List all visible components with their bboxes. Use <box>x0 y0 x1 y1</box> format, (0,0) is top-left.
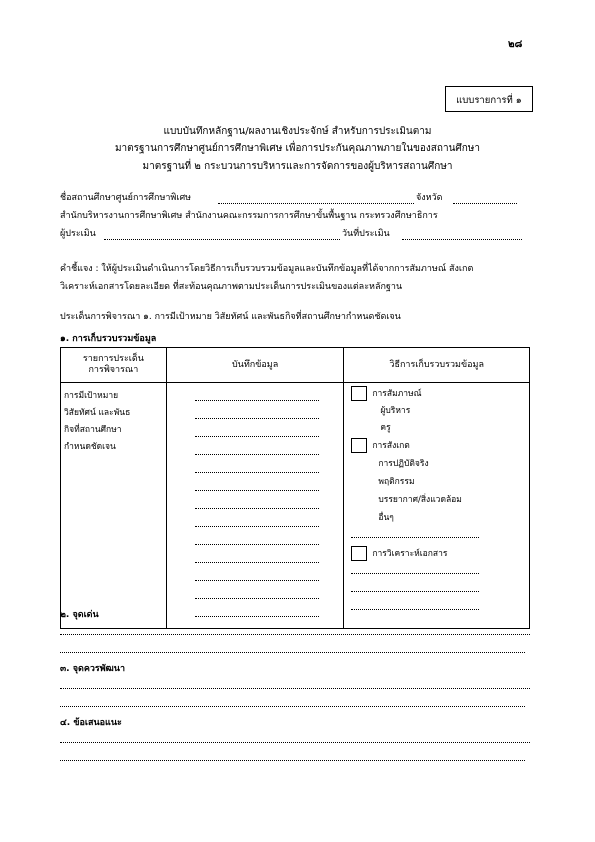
item-line-3: กิจที่สถานศึกษา <box>64 425 122 435</box>
form-label: แบบรายการที่ ๑ <box>456 95 522 106</box>
suggestion-line[interactable] <box>60 742 530 743</box>
record-cell[interactable] <box>166 383 344 629</box>
record-line[interactable] <box>195 418 319 419</box>
form-label-box <box>445 86 533 112</box>
improvement-line[interactable] <box>60 688 530 689</box>
observe-behavior-label: พฤติกรรม <box>378 477 415 487</box>
record-line[interactable] <box>195 598 319 599</box>
method-fill-line[interactable] <box>351 573 479 574</box>
header-item-line-1: รายการประเด็น <box>82 354 144 364</box>
school-field[interactable] <box>218 203 414 204</box>
interview-teacher-label: ครู <box>380 423 391 433</box>
item-line-2: วิสัยทัศน์ และพันธ <box>64 408 131 418</box>
title-line-3: มาตรฐานที่ ๒ กระบวนการบริหารและการจัดการของผู้บริหารสถานศึกษา <box>142 161 453 172</box>
office-line: สำนักบริหารงานการศึกษาพิเศษ สำนักงานคณะกรรมการการศึกษาขั้นพื้นฐาน กระทรวงศึกษาธิการ <box>60 211 438 221</box>
item-cell <box>61 383 167 629</box>
observe-label: การสังเกต <box>372 441 410 451</box>
header-item-line-2: การพิจารณา <box>88 365 139 375</box>
improvement-line[interactable] <box>60 706 525 707</box>
interview-admin-label: ผู้บริหาร <box>380 406 411 416</box>
suggestion-line[interactable] <box>60 760 525 761</box>
strengths-line[interactable] <box>60 652 525 653</box>
observe-env-label: บรรยากาศ/สิ่งแวดล้อม <box>378 495 462 505</box>
record-line[interactable] <box>195 436 319 437</box>
assessor-label: ผู้ประเมิน <box>60 229 96 239</box>
item-line-1: การมีเป้าหมาย <box>64 391 119 401</box>
observe-other-label: อื่นๆ <box>378 513 394 523</box>
method-cell <box>344 383 530 629</box>
province-field[interactable] <box>453 203 517 204</box>
school-label: ชื่อสถานศึกษาศูนย์การศึกษาพิเศษ <box>60 193 192 203</box>
section2-title: ๒. จุดเด่น <box>60 610 99 620</box>
record-line[interactable] <box>195 454 319 455</box>
record-line[interactable] <box>195 490 319 491</box>
assessor-field[interactable] <box>104 239 340 240</box>
record-line[interactable] <box>195 544 319 545</box>
section4-title: ๔. ข้อเสนอแนะ <box>60 718 122 728</box>
method-fill-line[interactable] <box>351 609 479 610</box>
topic-line: ประเด็นการพิจารณา ๑. การมีเป้าหมาย วิสัยทัศน์ และพันธกิจที่สถานศึกษากำหนดชัดเจน <box>60 312 401 322</box>
document-label: การวิเคราะห์เอกสาร <box>372 549 448 559</box>
title-line-1: แบบบันทึกหลักฐาน/ผลงานเชิงประจักษ์ สำหรับการประเมินตาม <box>163 126 432 137</box>
section1-title: ๑. การเก็บรวบรวมข้อมูล <box>60 334 157 344</box>
interview-label: การสัมภาษณ์ <box>372 389 422 399</box>
province-label: จังหวัด <box>416 193 443 203</box>
item-line-4: กำหนดชัดเจน <box>64 442 116 452</box>
document-checkbox[interactable] <box>351 546 367 561</box>
instruction-line-1: คำชี้แจง : ให้ผู้ประเมินดำเนินการโดยวิธีการเก็บรวบรวมข้อมูลและบันทึกข้อมูลที่ได้จากการสัมภาษณ์ สังเกต <box>60 264 474 274</box>
strengths-line[interactable] <box>60 634 530 635</box>
title-line-2: มาตรฐานการศึกษาศูนย์การศึกษาพิเศษ เพื่อการประกันคุณภาพภายในของสถานศึกษา <box>114 143 481 154</box>
record-line[interactable] <box>195 562 319 563</box>
record-line[interactable] <box>195 580 319 581</box>
method-fill-line[interactable] <box>351 591 479 592</box>
section3-title: ๓. จุดควรพัฒนา <box>60 664 125 674</box>
record-line[interactable] <box>195 508 319 509</box>
record-line[interactable] <box>195 526 319 527</box>
date-field[interactable] <box>402 239 522 240</box>
instruction-line-2: วิเคราะห์เอกสารโดยละเอียด ที่สะท้อนคุณภาพตามประเด็นการประเมินของแต่ละหลักฐาน <box>60 282 403 292</box>
observe-practice-label: การปฏิบัติจริง <box>378 459 429 469</box>
page-number: ๒๘ <box>508 39 523 50</box>
method-fill-line[interactable] <box>351 537 479 538</box>
record-line[interactable] <box>195 400 319 401</box>
date-label: วันที่ประเมิน <box>342 229 390 239</box>
collection-table <box>60 347 530 629</box>
interview-checkbox[interactable] <box>351 386 367 401</box>
record-line[interactable] <box>195 472 319 473</box>
observe-checkbox[interactable] <box>351 438 367 453</box>
header-item <box>61 348 167 383</box>
record-line[interactable] <box>195 616 319 617</box>
header-method: วิธีการเก็บรวบรวมข้อมูล <box>344 348 530 383</box>
header-record: บันทึกข้อมูล <box>166 348 344 383</box>
